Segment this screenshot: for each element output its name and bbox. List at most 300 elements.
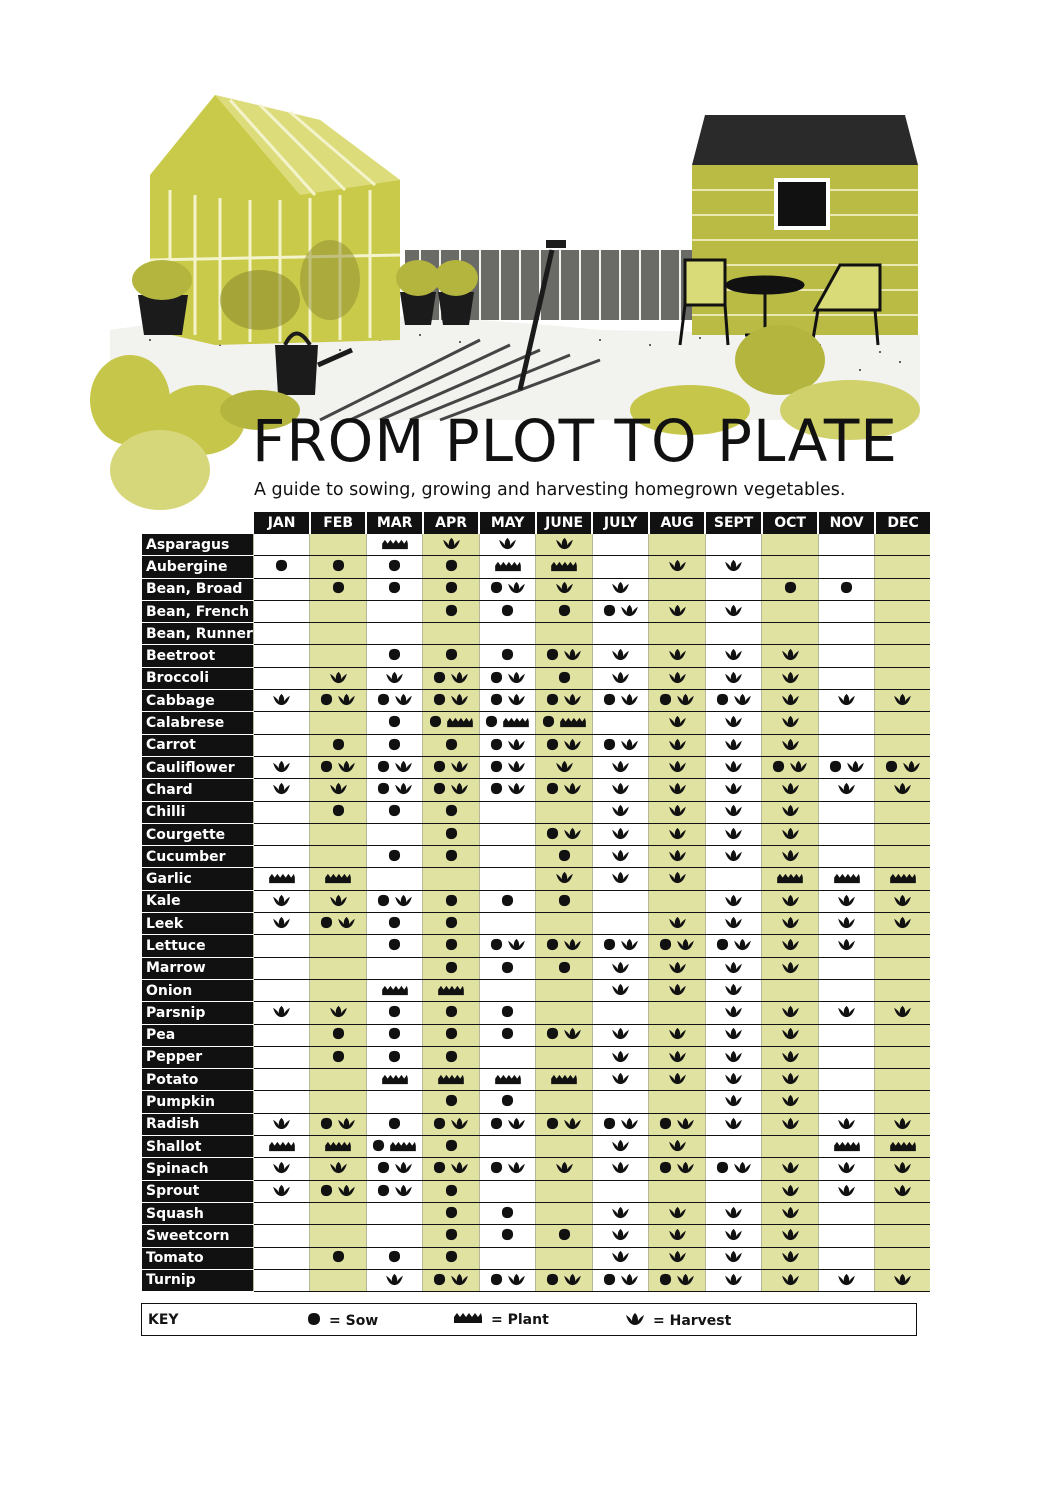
calendar-cell [875,823,931,845]
calendar-cell [705,913,762,935]
calendar-cell [705,600,762,622]
calendar-cell [423,1225,480,1247]
sow-icon [332,738,345,754]
harvest-icon [846,760,865,776]
sow-icon [433,760,446,776]
calendar-cell [649,667,706,689]
harvest-icon [837,1161,856,1177]
calendar-cell [253,1091,310,1113]
sow-icon [659,693,672,709]
calendar-cell [649,1269,706,1291]
calendar-cell [875,534,931,556]
calendar-cell [423,846,480,868]
harvest-icon [781,961,800,977]
harvest-icon [724,738,743,754]
harvest-icon [781,1161,800,1177]
page-title: FROM PLOT TO PLATE [252,407,898,475]
harvest-icon [676,1273,695,1289]
calendar-cell [366,1269,423,1291]
calendar-cell [310,667,367,689]
calendar-cell [366,690,423,712]
calendar-cell [366,823,423,845]
sow-icon [445,1027,458,1043]
harvest-icon [555,871,574,887]
harvest-icon [507,671,526,687]
vegetable-name: Bean, Runner [142,623,253,645]
sow-icon [377,1184,390,1200]
harvest-icon [724,1027,743,1043]
sow-icon [716,938,729,954]
calendar-cell [536,890,593,912]
sow-icon [433,1161,446,1177]
calendar-cell [875,979,931,1001]
calendar-cell [536,868,593,890]
harvest-icon [611,581,630,597]
calendar-cell [366,935,423,957]
calendar-cell [705,756,762,778]
sow-icon [501,1027,514,1043]
harvest-icon [611,961,630,977]
harvest-icon [329,1161,348,1177]
calendar-cell [875,1202,931,1224]
table-row [142,1180,930,1202]
table-row [142,578,930,600]
harvest-icon [724,760,743,776]
calendar-cell [253,1069,310,1091]
plant-icon [833,871,861,887]
sow-icon [377,1161,390,1177]
sow-icon [603,938,616,954]
harvest-icon [781,648,800,664]
calendar-cell [592,690,649,712]
vegetable-name: Sweetcorn [142,1225,253,1247]
calendar-cell [705,1046,762,1068]
table-row [142,1158,930,1180]
calendar-cell [479,1225,536,1247]
calendar-cell [423,1158,480,1180]
sow-icon [307,1312,321,1330]
vegetable-name: Pumpkin [142,1091,253,1113]
calendar-cell [479,690,536,712]
calendar-cell [592,1046,649,1068]
calendar-cell [253,623,310,645]
harvest-icon [507,693,526,709]
calendar-cell [592,823,649,845]
calendar-cell [479,667,536,689]
sow-icon [490,693,503,709]
harvest-icon [724,1117,743,1133]
calendar-cell [479,1158,536,1180]
sow-icon [332,559,345,575]
calendar-cell [705,1158,762,1180]
harvest-icon [676,693,695,709]
calendar-cell [649,868,706,890]
sow-icon [388,581,401,597]
calendar-cell [875,623,931,645]
calendar-cell [366,534,423,556]
sow-icon [490,1273,503,1289]
harvest-icon [789,760,808,776]
calendar-cell [536,1024,593,1046]
key-label: KEY [148,1312,179,1328]
sow-icon [445,1050,458,1066]
sow-icon [501,961,514,977]
plant-icon [324,1139,352,1155]
harvest-icon [668,871,687,887]
calendar-cell [592,756,649,778]
harvest-icon [563,782,582,798]
calendar-cell [310,1225,367,1247]
harvest-icon [563,738,582,754]
calendar-cell [423,979,480,1001]
sow-icon [603,693,616,709]
calendar-cell [310,1247,367,1269]
calendar-cell [762,556,819,578]
sow-icon [388,648,401,664]
calendar-cell [762,1046,819,1068]
harvest-icon [781,849,800,865]
calendar-cell [366,890,423,912]
harvest-icon [450,760,469,776]
calendar-cell [705,712,762,734]
sow-icon [388,804,401,820]
calendar-cell [366,1158,423,1180]
harvest-icon [668,760,687,776]
calendar-cell [253,600,310,622]
harvest-icon [724,559,743,575]
sow-icon [332,804,345,820]
vegetable-name: Pepper [142,1046,253,1068]
sow-icon [546,938,559,954]
vegetable-name: Aubergine [142,556,253,578]
table-row [142,734,930,756]
sow-icon [716,1161,729,1177]
harvest-icon [611,1139,630,1155]
calendar-cell [310,1069,367,1091]
calendar-cell [310,1046,367,1068]
table-row [142,868,930,890]
calendar-cell [479,1180,536,1202]
calendar-cell [705,1225,762,1247]
calendar-cell [310,1024,367,1046]
calendar-cell [423,1024,480,1046]
harvest-icon [507,1273,526,1289]
calendar-cell [875,1002,931,1024]
calendar-cell [310,1136,367,1158]
sow-icon [429,715,442,731]
sow-icon [558,604,571,620]
calendar-cell [649,623,706,645]
vegetable-name: Bean, French [142,600,253,622]
calendar-cell [423,556,480,578]
calendar-cell [479,623,536,645]
harvest-icon [337,1117,356,1133]
harvest-icon [611,983,630,999]
plant-icon [559,715,587,731]
calendar-cell [479,1069,536,1091]
calendar-cell [762,957,819,979]
vegetable-name: Sprout [142,1180,253,1202]
calendar-cell [592,667,649,689]
table-row [142,1202,930,1224]
calendar-cell [649,957,706,979]
calendar-cell [479,890,536,912]
harvest-icon [837,782,856,798]
calendar-cell [253,1158,310,1180]
table-row [142,1024,930,1046]
calendar-cell [423,578,480,600]
calendar-cell [310,1202,367,1224]
harvest-icon [781,715,800,731]
sow-icon [377,894,390,910]
calendar-cell [705,534,762,556]
calendar-cell [423,734,480,756]
calendar-cell [762,1158,819,1180]
calendar-cell [253,1046,310,1068]
calendar-cell [479,756,536,778]
calendar-cell [762,1002,819,1024]
calendar-cell [818,1269,875,1291]
calendar-cell [536,1269,593,1291]
calendar-cell [423,1046,480,1068]
calendar-cell [592,1225,649,1247]
calendar-cell [536,667,593,689]
sow-icon [332,1027,345,1043]
harvest-icon [676,1161,695,1177]
table-row [142,1091,930,1113]
harvest-icon [668,782,687,798]
month-header-row [142,512,930,534]
harvest-icon [676,938,695,954]
calendar-cell [705,801,762,823]
calendar-cell [536,1091,593,1113]
calendar-cell [423,690,480,712]
harvest-icon [724,1005,743,1021]
month-header: JUNE [536,512,593,534]
calendar-cell [649,1136,706,1158]
harvest-icon [611,760,630,776]
harvest-icon [781,827,800,843]
calendar-cell [649,1202,706,1224]
harvest-icon [724,671,743,687]
sow-icon [320,693,333,709]
vegetable-name: Leek [142,913,253,935]
harvest-icon [394,760,413,776]
calendar-cell [366,1046,423,1068]
sow-icon [603,1117,616,1133]
table-row [142,890,930,912]
harvest-icon [611,1027,630,1043]
sow-icon [377,760,390,776]
harvest-icon [668,1139,687,1155]
calendar-cell [366,578,423,600]
calendar-cell [253,1024,310,1046]
harvest-icon [611,1206,630,1222]
table-row [142,756,930,778]
calendar-cell [479,1202,536,1224]
harvest-icon [893,916,912,932]
calendar-cell [536,645,593,667]
harvest-icon [837,916,856,932]
vegetable-name: Chilli [142,801,253,823]
harvest-icon [272,693,291,709]
calendar-cell [423,1247,480,1269]
calendar-cell [705,979,762,1001]
harvest-icon [385,671,404,687]
calendar-cell [875,846,931,868]
calendar-cell [423,957,480,979]
calendar-cell [253,979,310,1001]
calendar-cell [423,779,480,801]
calendar-cell [253,1269,310,1291]
table-row [142,779,930,801]
calendar-cell [366,1225,423,1247]
key-sow [305,1312,378,1330]
calendar-cell [649,534,706,556]
key-legend [141,1303,917,1336]
sow-icon [320,760,333,776]
vegetable-name: Spinach [142,1158,253,1180]
plant-icon [494,1072,522,1088]
calendar-cell [762,1136,819,1158]
harvest-icon [781,894,800,910]
harvest-icon [620,938,639,954]
harvest-icon [507,738,526,754]
calendar-cell [310,690,367,712]
calendar-cell [649,1180,706,1202]
harvest-icon [781,1027,800,1043]
calendar-cell [310,823,367,845]
table-row [142,623,930,645]
calendar-cell [423,868,480,890]
sow-icon [433,671,446,687]
calendar-cell [423,1269,480,1291]
table-row [142,823,930,845]
calendar-cell [818,578,875,600]
harvest-icon [507,1117,526,1133]
harvest-icon [724,648,743,664]
sow-icon [546,827,559,843]
vegetable-name: Marrow [142,957,253,979]
calendar-cell [705,1113,762,1135]
calendar-cell [366,801,423,823]
plant-icon [889,871,917,887]
harvest-icon [507,581,526,597]
calendar-cell [875,667,931,689]
calendar-cell [310,623,367,645]
harvest-icon [611,671,630,687]
calendar-cell [366,623,423,645]
sow-icon [490,1117,503,1133]
table-row [142,913,930,935]
sow-icon [546,693,559,709]
harvest-icon [668,804,687,820]
calendar-cell [253,846,310,868]
calendar-cell [310,913,367,935]
table-row [142,667,930,689]
harvest-icon [272,760,291,776]
sow-icon [445,648,458,664]
calendar-cell [875,890,931,912]
calendar-cell [705,1136,762,1158]
table-row [142,1069,930,1091]
calendar-cell [818,1225,875,1247]
calendar-cell [818,913,875,935]
harvest-icon [724,782,743,798]
harvest-icon [724,894,743,910]
sow-icon [372,1139,385,1155]
harvest-icon [611,827,630,843]
calendar-cell [536,690,593,712]
sow-icon [388,849,401,865]
sow-icon [388,1117,401,1133]
calendar-cell [649,846,706,868]
calendar-cell [366,1002,423,1024]
harvest-icon [611,804,630,820]
sow-icon [784,581,797,597]
calendar-cell [762,846,819,868]
vegetable-name: Pea [142,1024,253,1046]
harvest-icon [893,1273,912,1289]
greenhouse-icon [150,95,400,345]
calendar-cell [479,1002,536,1024]
harvest-icon [893,1161,912,1177]
calendar-cell [310,979,367,1001]
vegetable-name: Tomato [142,1247,253,1269]
calendar-cell [536,801,593,823]
calendar-cell [479,1269,536,1291]
calendar-cell [762,712,819,734]
sow-icon [377,693,390,709]
calendar-cell [253,1202,310,1224]
key-plant-label: = Plant [491,1312,549,1328]
harvest-icon [668,1072,687,1088]
calendar-cell [592,1202,649,1224]
harvest-icon [272,1161,291,1177]
calendar-cell [423,1202,480,1224]
calendar-cell [479,935,536,957]
sow-icon [445,894,458,910]
month-header: NOV [818,512,875,534]
calendar-cell [705,623,762,645]
harvest-icon [450,671,469,687]
calendar-cell [310,846,367,868]
calendar-cell [310,534,367,556]
planting-calendar-table [142,512,930,1292]
calendar-cell [253,578,310,600]
calendar-cell [310,1269,367,1291]
calendar-cell [705,645,762,667]
calendar-cell [875,1180,931,1202]
calendar-cell [762,1024,819,1046]
calendar-cell [818,1002,875,1024]
calendar-cell [762,823,819,845]
sow-icon [445,916,458,932]
vegetable-name: Kale [142,890,253,912]
vegetable-name: Cucumber [142,846,253,868]
table-row [142,957,930,979]
calendar-cell [366,979,423,1001]
calendar-cell [705,935,762,957]
calendar-cell [649,823,706,845]
table-row [142,979,930,1001]
calendar-cell [366,868,423,890]
calendar-cell [818,1069,875,1091]
calendar-cell [649,1225,706,1247]
calendar-cell [592,779,649,801]
harvest-icon [893,782,912,798]
calendar-cell [818,667,875,689]
